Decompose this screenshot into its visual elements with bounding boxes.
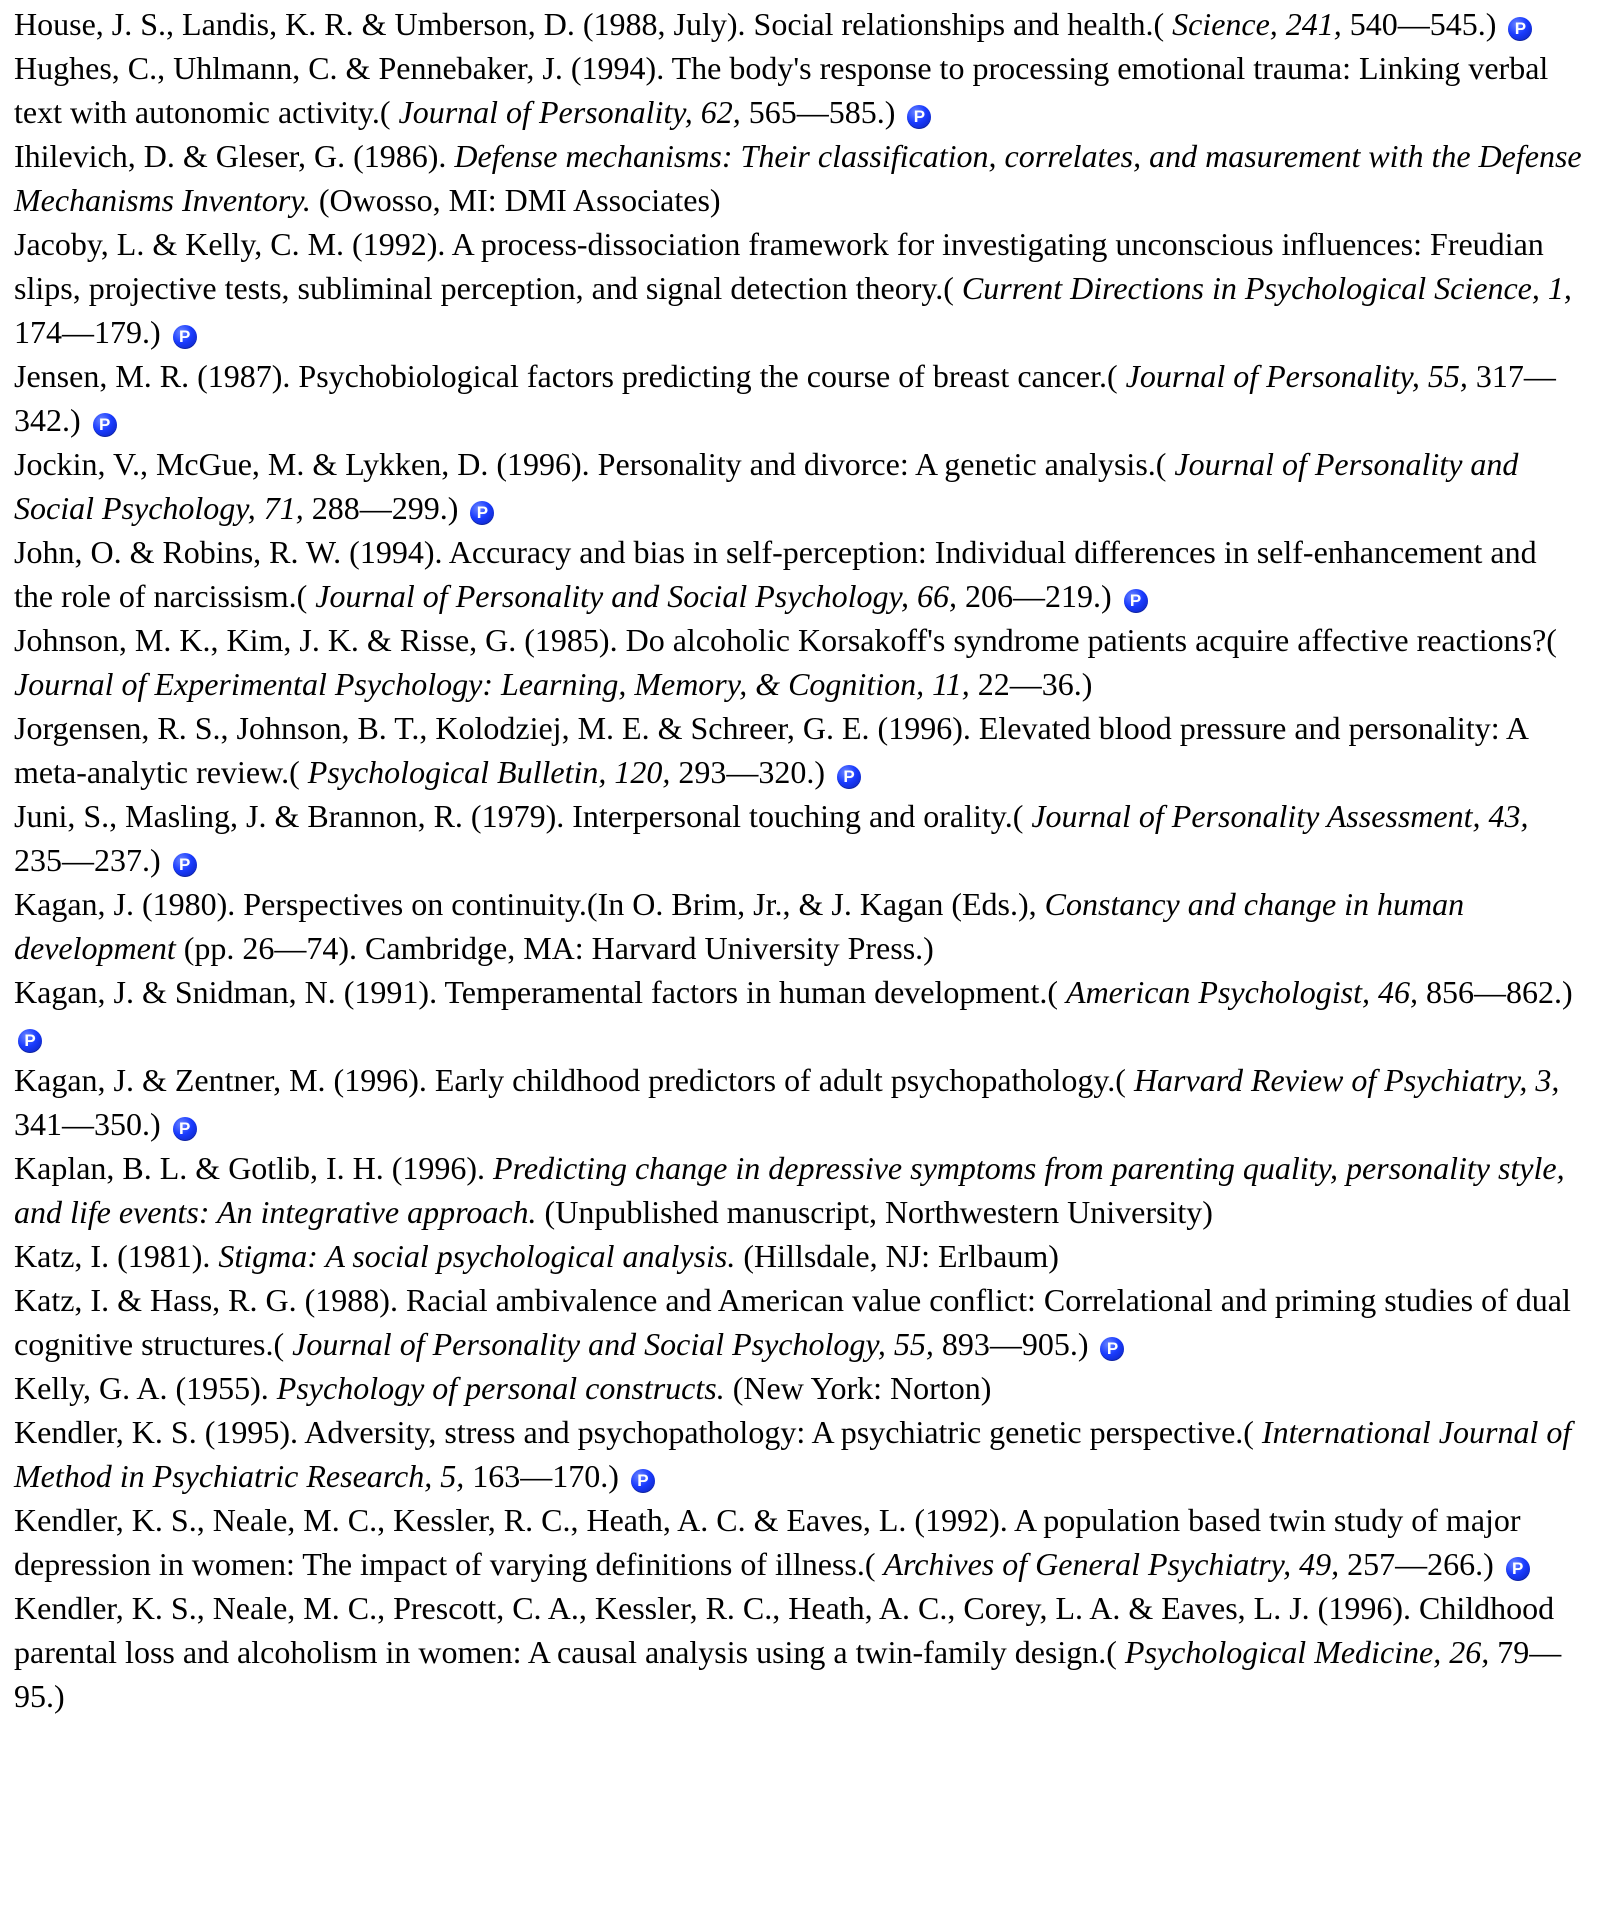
- reference-text: Kagan, J. & Snidman, N. (1991). Temperamental factors in human development.(: [14, 974, 1067, 1010]
- reference-text: Kaplan, B. L. & Gotlib, I. H. (1996).: [14, 1150, 494, 1186]
- pubmed-link-icon[interactable]: P: [173, 853, 197, 877]
- reference-source-italic: Harvard Review of Psychiatry, 3,: [1133, 1062, 1560, 1098]
- reference-entry: [14, 2, 1583, 46]
- reference-text: Kelly, G. A. (1955).: [14, 1370, 277, 1406]
- reference-text: Ihilevich, D. & Gleser, G. (1986).: [14, 138, 455, 174]
- reference-source-italic: Journal of Personality, 55,: [1125, 358, 1468, 394]
- reference-source-italic: Stigma: A social psychological analysis.: [218, 1238, 736, 1274]
- reference-entry: [14, 354, 1583, 442]
- reference-text: Jorgensen, R. S., Johnson, B. T., Kolodziej, M. E. & Schreer, G. E. (1996). Elevated blood pressure and personality: A meta-analytic review.(: [14, 710, 1528, 790]
- reference-text: 540—545.): [1341, 6, 1497, 42]
- reference-text: 174—179.): [14, 314, 161, 350]
- reference-text: Kagan, J. (1980). Perspectives on continuity.(In O. Brim, Jr., & J. Kagan (Eds.),: [14, 886, 1045, 922]
- reference-entry: [14, 618, 1583, 706]
- reference-entry: [14, 1366, 1583, 1410]
- reference-text: Jensen, M. R. (1987). Psychobiological factors predicting the course of breast cancer.(: [14, 358, 1126, 394]
- reference-text: 293—320.): [670, 754, 826, 790]
- reference-text: 856—862.): [1417, 974, 1573, 1010]
- reference-text: Kendler, K. S., Neale, M. C., Kessler, R. C., Heath, A. C. & Eaves, L. (1992). A population based twin study of major depression in women: The impact of varying definitions of illness.(: [14, 1502, 1521, 1582]
- reference-text: Jockin, V., McGue, M. & Lykken, D. (1996). Personality and divorce: A genetic analysis.(: [14, 446, 1175, 482]
- reference-text: 317—342.): [14, 358, 1556, 438]
- reference-entry: [14, 222, 1583, 354]
- pubmed-link-icon[interactable]: P: [93, 413, 117, 437]
- reference-source-italic: Journal of Personality and Social Psychology, 55,: [292, 1326, 934, 1362]
- reference-source-italic: Psychology of personal constructs.: [276, 1370, 725, 1406]
- reference-source-italic: Predicting change in depressive symptoms from parenting quality, personality style, and life events: An integrative approach.: [14, 1150, 1565, 1230]
- reference-text: Katz, I. (1981).: [14, 1238, 219, 1274]
- reference-text: John, O. & Robins, R. W. (1994). Accuracy and bias in self-perception: Individual differences in self-enhancement and the role of narcissism.(: [14, 534, 1537, 614]
- reference-entry: [14, 706, 1583, 794]
- reference-entry: [14, 1410, 1583, 1498]
- reference-source-italic: Defense mechanisms: Their classification, correlates, and masurement with the Defense Mechanisms Inventory.: [14, 138, 1582, 218]
- reference-entry: [14, 442, 1583, 530]
- reference-text: Katz, I. & Hass, R. G. (1988). Racial ambivalence and American value conflict: Correlational and priming studies of dual cognitive structures.(: [14, 1282, 1571, 1362]
- reference-text: 22—36.): [969, 666, 1093, 702]
- pubmed-link-icon[interactable]: P: [1100, 1337, 1124, 1361]
- reference-text: Jacoby, L. & Kelly, C. M. (1992). A process-dissociation framework for investigating unconscious influences: Freudian slips, projective tests, subliminal perception, and signal detection theory.(: [14, 226, 1544, 306]
- reference-source-italic: Journal of Personality and Social Psychology, 66,: [315, 578, 957, 614]
- reference-source-italic: Journal of Personality Assessment, 43,: [1031, 798, 1529, 834]
- reference-source-italic: Science, 241,: [1172, 6, 1342, 42]
- reference-text: 893—905.): [933, 1326, 1089, 1362]
- reference-text: (Unpublished manuscript, Northwestern University): [536, 1194, 1213, 1230]
- reference-text: 341—350.): [14, 1106, 161, 1142]
- reference-text: 235—237.): [14, 842, 161, 878]
- reference-source-italic: Psychological Medicine, 26,: [1124, 1634, 1490, 1670]
- reference-text: 257—266.): [1339, 1546, 1494, 1582]
- reference-text: (Hillsdale, NJ: Erlbaum): [735, 1238, 1059, 1274]
- reference-entry: [14, 882, 1583, 970]
- reference-source-italic: American Psychologist, 46,: [1066, 974, 1418, 1010]
- reference-text: Johnson, M. K., Kim, J. K. & Risse, G. (1985). Do alcoholic Korsakoff's syndrome patients acquire affective reactions?(: [14, 622, 1557, 658]
- reference-text: Kagan, J. & Zentner, M. (1996). Early childhood predictors of adult psychopathology.(: [14, 1062, 1134, 1098]
- reference-source-italic: Journal of Personality and Social Psychology, 71,: [14, 446, 1519, 526]
- pubmed-link-icon[interactable]: P: [907, 105, 931, 129]
- reference-text: 565—585.): [740, 94, 896, 130]
- reference-text: 79—95.): [14, 1634, 1562, 1714]
- reference-text: (pp. 26—74). Cambridge, MA: Harvard University Press.): [175, 930, 934, 966]
- reference-entry: [14, 530, 1583, 618]
- reference-text: House, J. S., Landis, K. R. & Umberson, D. (1988, July). Social relationships and health.(: [14, 6, 1173, 42]
- reference-entry: [14, 1234, 1583, 1278]
- reference-text: Hughes, C., Uhlmann, C. & Pennebaker, J. (1994). The body's response to processing emotional trauma: Linking verbal text with autonomic activity.(: [14, 50, 1549, 130]
- reference-entry: [14, 1058, 1583, 1146]
- pubmed-link-icon[interactable]: P: [18, 1029, 42, 1053]
- reference-entry: [14, 970, 1583, 1058]
- reference-entry: [14, 1586, 1583, 1718]
- reference-source-italic: Psychological Bulletin, 120,: [307, 754, 671, 790]
- reference-source-italic: Journal of Experimental Psychology: Learning, Memory, & Cognition, 11,: [14, 666, 970, 702]
- reference-source-italic: Constancy and change in human development: [14, 886, 1465, 966]
- reference-source-italic: Journal of Personality, 62,: [398, 94, 741, 130]
- pubmed-link-icon[interactable]: P: [1508, 17, 1532, 41]
- reference-text: 163—170.): [464, 1458, 619, 1494]
- reference-entry: [14, 1498, 1583, 1586]
- pubmed-link-icon[interactable]: P: [631, 1469, 655, 1493]
- reference-text: 288—299.): [303, 490, 459, 526]
- reference-entry: [14, 46, 1583, 134]
- reference-source-italic: Archives of General Psychiatry, 49,: [883, 1546, 1340, 1582]
- reference-text: (Owosso, MI: DMI Associates): [310, 182, 721, 218]
- reference-text: Kendler, K. S. (1995). Adversity, stress and psychopathology: A psychiatric genetic perspective.(: [14, 1414, 1262, 1450]
- reference-entry: [14, 134, 1583, 222]
- reference-source-italic: Current Directions in Psychological Science, 1,: [961, 270, 1572, 306]
- reference-source-italic: International Journal of Method in Psychiatric Research, 5,: [14, 1414, 1572, 1494]
- reference-text: (New York: Norton): [724, 1370, 992, 1406]
- pubmed-link-icon[interactable]: P: [1124, 589, 1148, 613]
- reference-entry: [14, 1146, 1583, 1234]
- reference-entry: [14, 794, 1583, 882]
- reference-text: 206—219.): [956, 578, 1112, 614]
- pubmed-link-icon[interactable]: P: [470, 501, 494, 525]
- reference-entry: [14, 1278, 1583, 1366]
- reference-text: Juni, S., Masling, J. & Brannon, R. (1979). Interpersonal touching and orality.(: [14, 798, 1032, 834]
- pubmed-link-icon[interactable]: P: [173, 1117, 197, 1141]
- pubmed-link-icon[interactable]: P: [837, 765, 861, 789]
- reference-text: Kendler, K. S., Neale, M. C., Prescott, C. A., Kessler, R. C., Heath, A. C., Corey, L. A. & Eaves, L. J. (1996). Childhood parental loss and alcoholism in women: A causal analysis using a twin-family design.(: [14, 1590, 1555, 1670]
- pubmed-link-icon[interactable]: P: [173, 325, 197, 349]
- pubmed-link-icon[interactable]: P: [1506, 1557, 1530, 1581]
